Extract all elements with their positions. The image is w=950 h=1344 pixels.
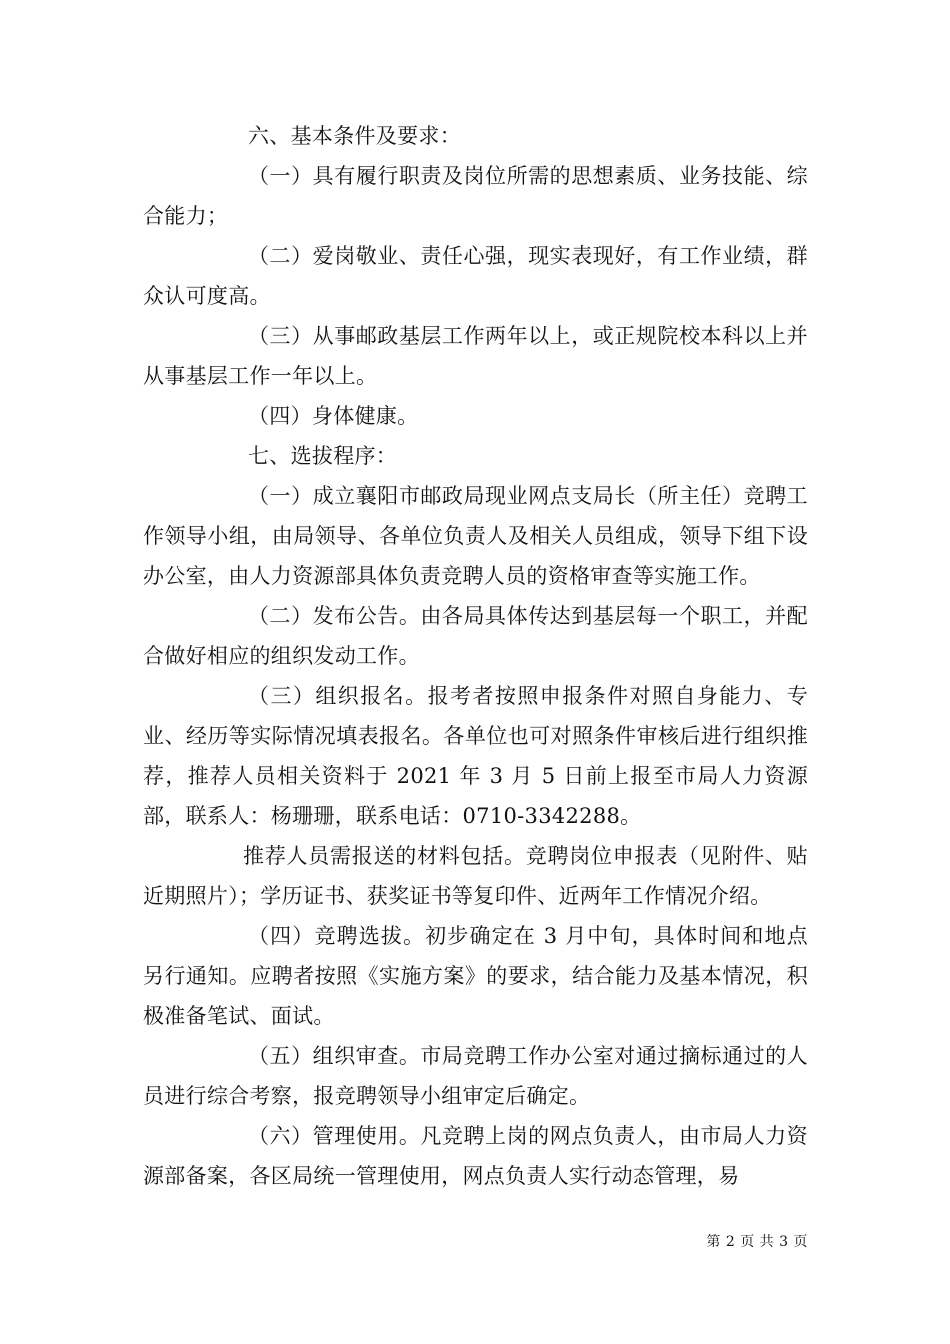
section-heading-6: 六、基本条件及要求： [248, 124, 461, 148]
paragraph-requirement-2: （二）爱岗敬业、责任心强，现实表现好，有工作业绩，群众认可度高。 [143, 244, 808, 308]
section-heading-7: 七、选拔程序： [248, 444, 398, 468]
paragraph-procedure-3: （三）组织报名。报考者按照申报条件对照自身能力、专业、经历等实际情况填表报名。各单位也可对照条件审核后进行组织推荐，推荐人员相关资料于 2021 年 3 月 5 日前上报至市局人力资源部，联系人：杨珊珊，联系电话：0710-3342288。 [143, 684, 808, 828]
paragraph-procedure-4: （四）竞聘选拔。初步确定在 3 月中旬，具体时间和地点另行通知。应聘者按照《实施方案》的要求，结合能力及基本情况，积极准备笔试、面试。 [143, 924, 808, 1028]
paragraph-procedure-6: （六）管理使用。凡竞聘上岗的网点负责人，由市局人力资源部备案，各区局统一管理使用，网点负责人实行动态管理，易 [143, 1124, 808, 1188]
document-body [143, 116, 808, 1196]
paragraph-procedure-1: （一）成立襄阳市邮政局现业网点支局长（所主任）竞聘工作领导小组，由局领导、各单位负责人及相关人员组成，领导下组下设办公室，由人力资源部具体负责竞聘人员的资格审查等实施工作。 [143, 484, 808, 588]
paragraph-materials: 推荐人员需报送的材料包括。竞聘岗位申报表（见附件、贴近期照片）；学历证书、获奖证书等复印件、近两年工作情况介绍。 [143, 844, 808, 908]
paragraph-requirement-4: （四）身体健康。 [248, 404, 419, 428]
paragraph-procedure-5: （五）组织审查。市局竞聘工作办公室对通过摘标通过的人员进行综合考察，报竞聘领导小组审定后确定。 [143, 1044, 808, 1108]
page-number-footer: 第 2 页 共 3 页 [706, 1234, 808, 1250]
paragraph-procedure-2: （二）发布公告。由各局具体传达到基层每一个职工，并配合做好相应的组织发动工作。 [143, 604, 808, 668]
paragraph-requirement-1: （一）具有履行职责及岗位所需的思想素质、业务技能、综合能力； [143, 164, 808, 228]
paragraph-requirement-3: （三）从事邮政基层工作两年以上，或正规院校本科以上并从事基层工作一年以上。 [143, 324, 808, 388]
